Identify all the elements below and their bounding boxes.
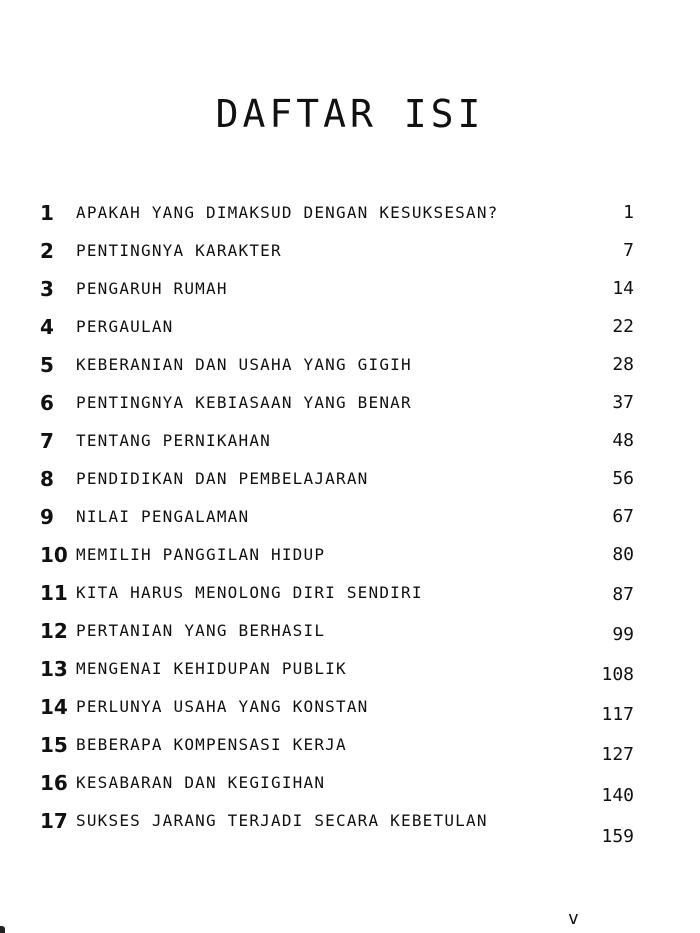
toc-entry [0,576,700,610]
chapter-number: 10 [40,543,68,567]
chapter-number: 2 [40,239,54,263]
toc-entry [0,766,700,806]
chapter-page-number: 127 [601,744,634,765]
chapter-number: 15 [40,733,68,757]
scan-edge-mark [0,926,5,933]
chapter-title: KEBERANIAN DAN USAHA YANG GIGIH [76,355,412,374]
chapter-page-number: 99 [612,624,634,645]
chapter-page-number: 67 [612,506,634,527]
chapter-number: 8 [40,467,54,491]
chapter-page-number: 14 [612,278,634,299]
chapter-page-number: 56 [612,468,634,489]
chapter-number: 5 [40,353,54,377]
toc-entry [0,614,700,648]
chapter-number: 12 [40,619,68,643]
toc-entry [0,462,700,496]
chapter-title: PENDIDIKAN DAN PEMBELAJARAN [76,469,369,488]
toc-entry [0,538,700,572]
page-number: v [568,908,579,929]
toc-entry [0,804,700,847]
chapter-number: 1 [40,201,54,225]
chapter-title: PENTINGNYA KARAKTER [76,241,282,260]
toc-entry [0,728,700,765]
toc-entry [0,272,700,306]
chapter-page-number: 87 [612,584,634,605]
chapter-number: 11 [40,581,68,605]
chapter-page-number: 117 [601,704,634,725]
chapter-title: BEBERAPA KOMPENSASI KERJA [76,735,347,754]
chapter-page-number: 37 [612,392,634,413]
chapter-title: PERGAULAN [76,317,174,336]
toc-entry [0,234,700,268]
chapter-title: NILAI PENGALAMAN [76,507,250,526]
chapter-title: KITA HARUS MENOLONG DIRI SENDIRI [76,583,423,602]
chapter-page-number: 1 [623,202,634,223]
toc-entry [0,500,700,534]
chapter-page-number: 80 [612,544,634,565]
chapter-number: 9 [40,505,54,529]
chapter-number: 16 [40,771,68,795]
chapter-number: 14 [40,695,68,719]
toc-entry [0,652,700,686]
chapter-page-number: 159 [601,826,634,847]
chapter-page-number: 140 [601,785,634,806]
toc-entry [0,310,700,344]
toc-entry [0,690,700,724]
chapter-title: PENTINGNYA KEBIASAAN YANG BENAR [76,393,412,412]
chapter-title: KESABARAN DAN KEGIGIHAN [76,773,326,792]
chapter-page-number: 108 [601,664,634,685]
chapter-number: 3 [40,277,54,301]
chapter-number: 6 [40,391,54,415]
chapter-number: 4 [40,315,54,339]
toc-entry [0,196,700,230]
chapter-title: APAKAH YANG DIMAKSUD DENGAN KESUKSESAN? [76,203,499,222]
chapter-page-number: 22 [612,316,634,337]
chapter-title: TENTANG PERNIKAHAN [76,431,271,450]
toc-entry [0,348,700,382]
chapter-title: PENGARUH RUMAH [76,279,228,298]
chapter-title: SUKSES JARANG TERJADI SECARA KEBETULAN [76,811,488,830]
toc-entry [0,424,700,458]
chapter-page-number: 7 [623,240,634,261]
chapter-number: 7 [40,429,54,453]
chapter-number: 17 [40,809,68,833]
chapter-title: MENGENAI KEHIDUPAN PUBLIK [76,659,347,678]
chapter-title: PERLUNYA USAHA YANG KONSTAN [76,697,369,716]
chapter-number: 13 [40,657,68,681]
toc-entry [0,386,700,420]
chapter-page-number: 48 [612,430,634,451]
page-title: DAFTAR ISI [215,92,485,136]
chapter-title: PERTANIAN YANG BERHASIL [76,621,326,640]
chapter-title: MEMILIH PANGGILAN HIDUP [76,545,326,564]
chapter-page-number: 28 [612,354,634,375]
